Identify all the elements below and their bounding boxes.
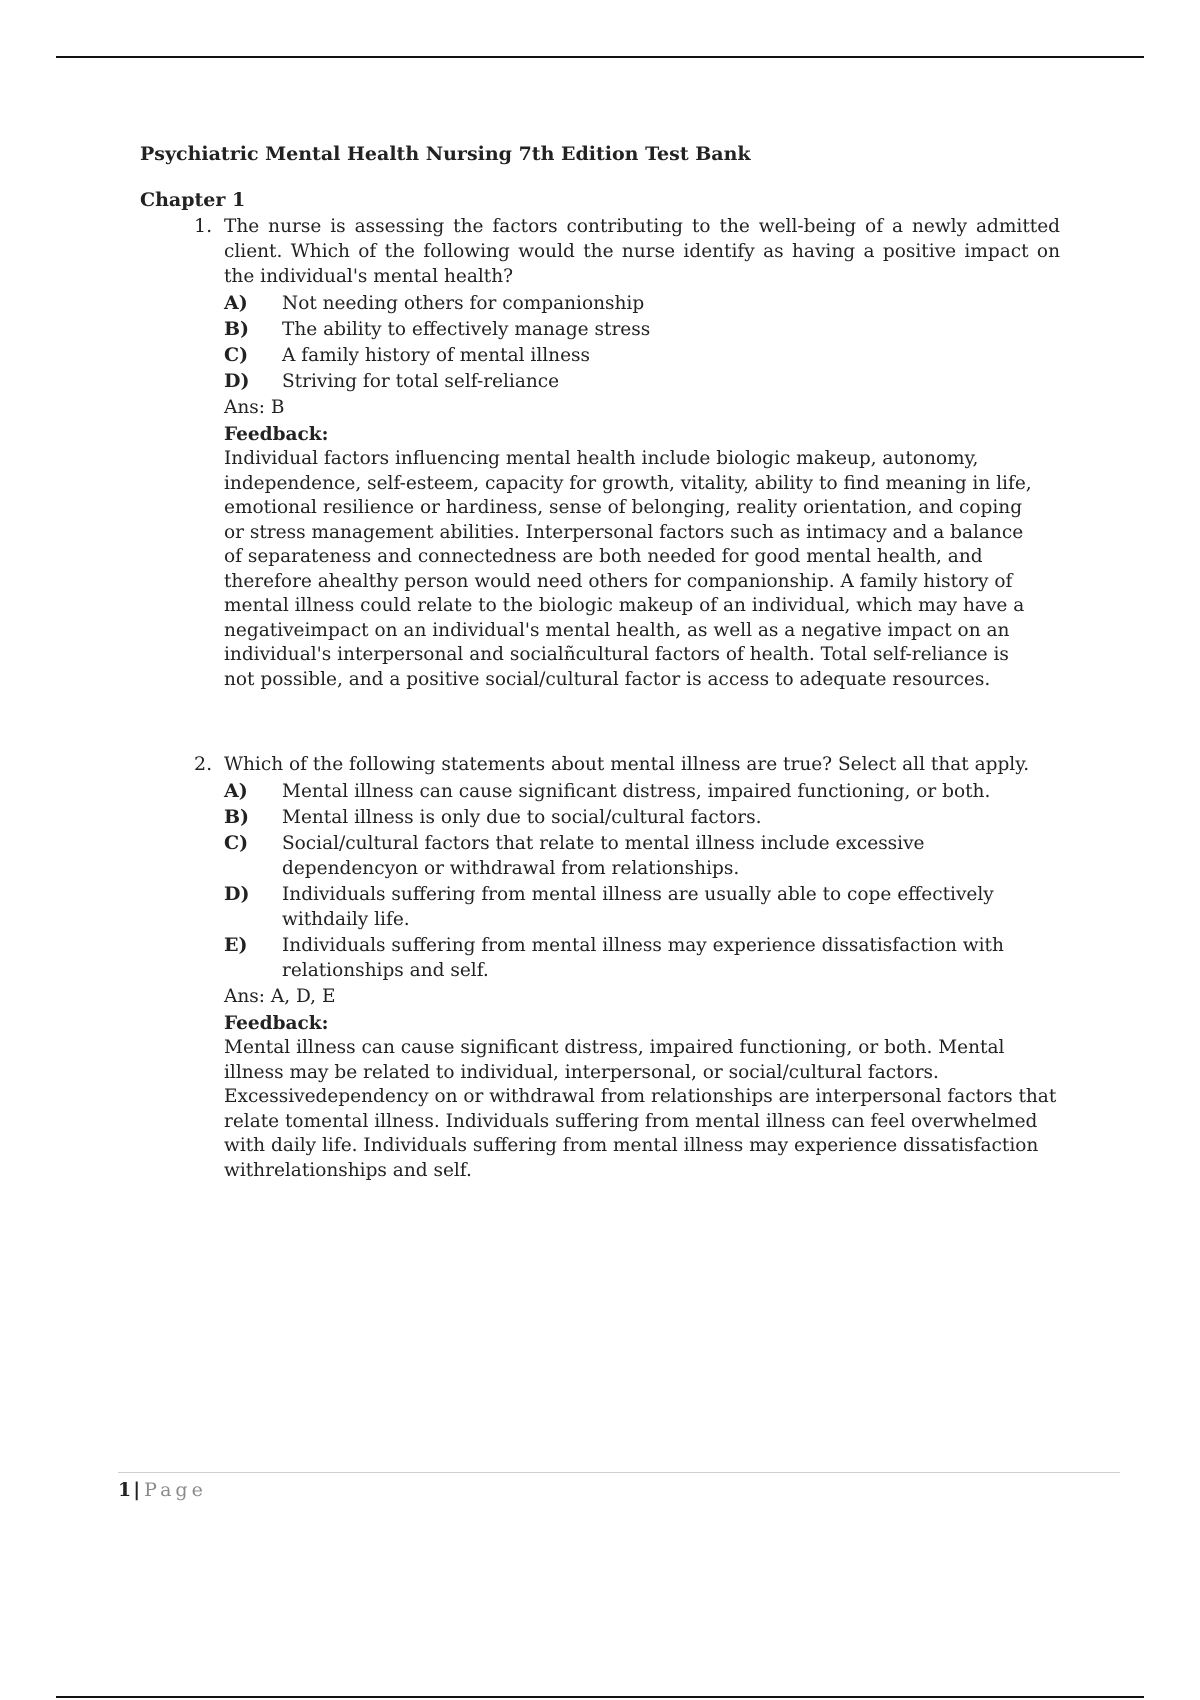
option-letter: D) <box>224 370 250 392</box>
answer-key: Ans: B <box>224 397 285 418</box>
option-letter: A) <box>224 292 248 314</box>
option-letter: B) <box>224 318 250 340</box>
option-c <box>224 343 1060 368</box>
page-number: 1 <box>118 1479 132 1501</box>
option-letter: C) <box>224 344 249 366</box>
answer-options <box>224 291 1060 394</box>
question-number: 1. <box>194 215 213 237</box>
question-text: The nurse is assessing the factors contributing to the well-being of a newly admitted client. Which of the following would the nurse identify as having a positive impact on the individual's mental health? <box>224 216 1060 287</box>
feedback-label: Feedback: <box>224 424 329 445</box>
answer-options <box>224 779 1060 983</box>
top-rule <box>56 56 1144 58</box>
document-body <box>140 142 1060 1183</box>
option-text: Striving for total self-reliance <box>282 371 560 392</box>
feedback-text: Mental illness can cause significant distress, impaired functioning, or both. Mental illness may be related to individual, interpersonal, or social/cultural factors. Excessivedependency on or withdrawal from relationships are interpersonal factors that relate tomental illness. Individuals suffering from mental illness can feel overwhelmed with daily life. Individuals suffering from mental illness may experience dissatisfaction withrelationships and self. <box>224 1037 1057 1181</box>
option-text: Individuals suffering from mental illness may experience dissatisfaction with relationships and self. <box>282 935 1004 981</box>
page-footer <box>118 1478 207 1502</box>
option-letter: B) <box>224 806 250 828</box>
option-letter: A) <box>224 780 248 802</box>
option-text: The ability to effectively manage stress <box>282 319 651 340</box>
option-text: Individuals suffering from mental illness are usually able to cope effectively withdaily life. <box>282 884 994 930</box>
option-letter: C) <box>224 832 249 854</box>
question-text: Which of the following statements about mental illness are true? Select all that apply. <box>224 754 1030 775</box>
option-text: Social/cultural factors that relate to mental illness include excessive dependencyon or withdrawal from relationships. <box>282 833 925 879</box>
chapter-heading: Chapter 1 <box>140 189 246 211</box>
option-c <box>224 831 1060 881</box>
option-b <box>224 805 1060 830</box>
page-separator: | <box>133 1479 141 1501</box>
option-a <box>224 291 1060 316</box>
option-text: Not needing others for companionship <box>282 293 645 314</box>
document-title: Psychiatric Mental Health Nursing 7th Edition Test Bank <box>140 143 751 165</box>
question-number: 2. <box>194 753 213 775</box>
question-1 <box>140 214 1060 692</box>
option-text: Mental illness can cause significant distress, impaired functioning, or both. <box>282 781 991 802</box>
option-letter: E) <box>224 934 248 956</box>
option-b <box>224 317 1060 342</box>
footer-rule <box>118 1472 1120 1473</box>
option-text: A family history of mental illness <box>282 345 591 366</box>
feedback-text: Individual factors influencing mental health include biologic makeup, autonomy, independence, self-esteem, capacity for growth, vitality, ability to find meaning in life, emotional resilience or hardiness, sense of belonging, reality orientation, and coping or stress management abilities. Interpersonal factors such as intimacy and a balance of separateness and connectedness are both needed for good mental health, and therefore ahealthy person would need others for companionship. A family history of mental illness could relate to the biologic makeup of an individual, which may have a negativeimpact on an individual's mental health, as well as a negative impact on an individual's interpersonal and socialñcultural factors of health. Total self-reliance is not possible, and a positive social/cultural factor is access to adequate resources. <box>224 448 1032 690</box>
option-e <box>224 933 1060 983</box>
option-letter: D) <box>224 883 250 905</box>
option-text: Mental illness is only due to social/cultural factors. <box>282 807 762 828</box>
answer-key: Ans: A, D, E <box>224 986 336 1007</box>
option-d <box>224 369 1060 394</box>
option-a <box>224 779 1060 804</box>
bottom-rule <box>56 1696 1144 1698</box>
feedback-label: Feedback: <box>224 1013 329 1034</box>
option-d <box>224 882 1060 932</box>
page-label: Page <box>144 1479 207 1501</box>
question-2 <box>140 752 1060 1183</box>
